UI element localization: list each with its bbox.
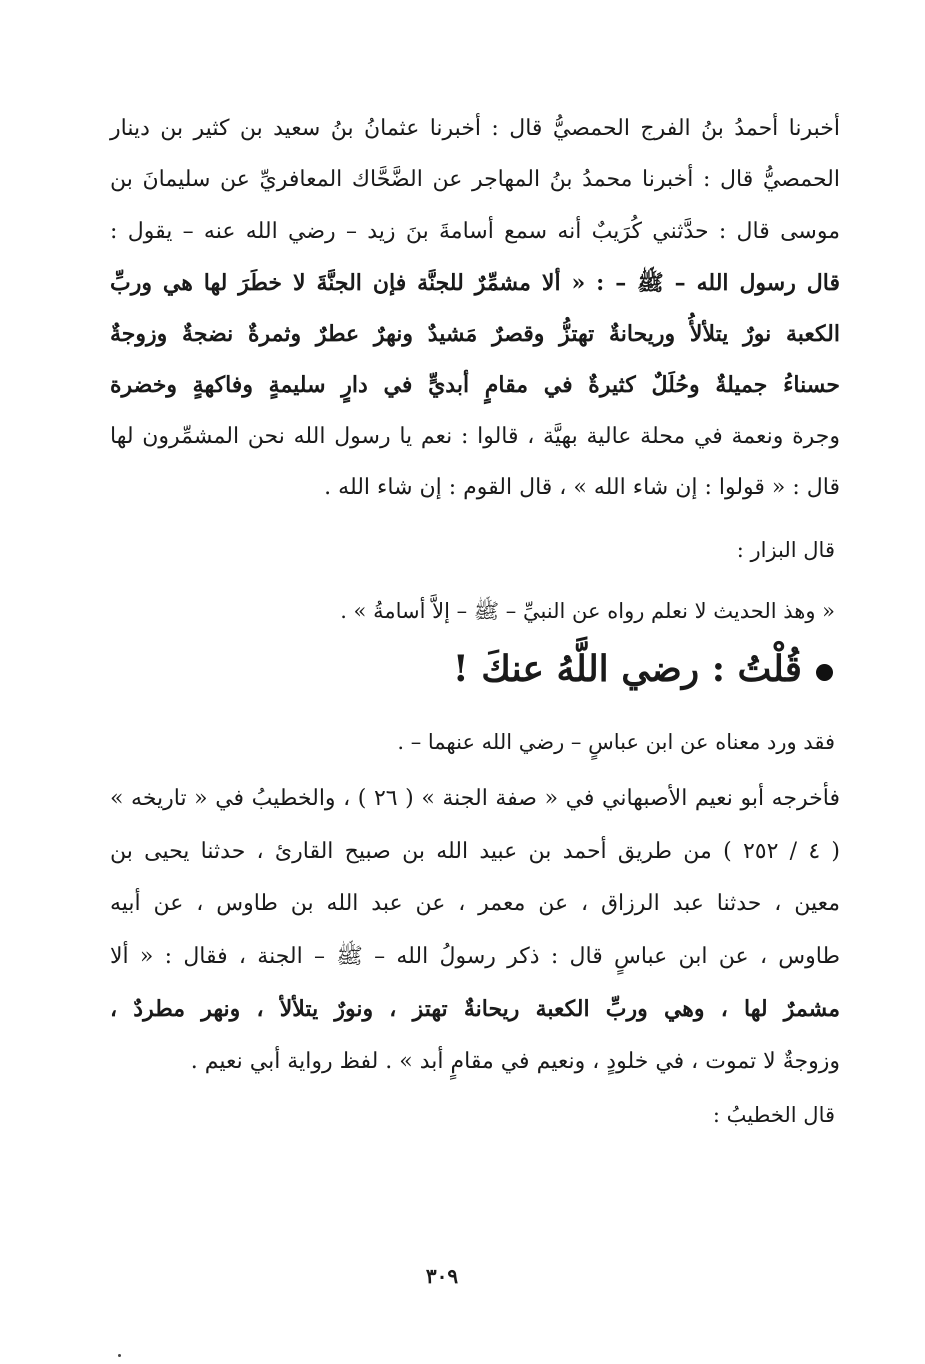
khatib-label: قال الخطيبُ : — [712, 1103, 835, 1127]
albazzar-quote: « وهذ الحديث لا نعلم رواه عن النبيِّ – ﷺ – إلاَّ أسامةُ » . — [340, 599, 835, 623]
text-line: قال : « قولوا : إن شاء الله » ، قال القوم : إن شاء الله . — [324, 475, 840, 501]
qult-heading-row — [453, 648, 833, 690]
bullet-icon — [816, 664, 833, 681]
text-line: الكعبة نورٌ يتلألأُ وريحانةٌ تهتزُّ وقصرٌ مَشيدٌ ونهرٌ عطرٌ وثمرةٌ نضجةٌ وزوجةٌ — [110, 321, 840, 348]
text-line: طاوس ، عن ابن عباسٍ قال : ذكر رسولُ الله – ﷺ – الجنة ، فقال : « ألا — [110, 943, 840, 969]
page-number: ٣٠٩ — [425, 1264, 459, 1288]
text-line: الحمصيُّ قال : أخبرنا محمدُ بنُ المهاجر عن الضَّحَّاك المعافريِّ عن سليمانَ بن — [110, 167, 840, 193]
text-line: وجرة ونعمة في محلة عالية بهيَّة ، قالوا : نعم يا رسول الله نحن المشمِّرون لها — [110, 423, 840, 449]
albazzar-label: قال البزار : — [736, 538, 835, 562]
text-line: وزوجةٌ لا تموت ، في خلودٍ ، ونعيم في مقامٍ أبد » . لفظ رواية أبي نعيم . — [190, 1048, 840, 1074]
text-line: حسناءُ جميلةٌ وحُلَلٌ كثيرةٌ في مقامٍ أبديٍّ في دارٍ سليمةٍ وفاكهةٍ وخضرة — [110, 372, 840, 399]
hadith-paragraph — [110, 118, 840, 528]
text-line: أخبرنا أحمدُ بنُ الفرج الحمصيُّ قال : أخبرنا عثمانُ بنُ سعيد بن كثير بن دينار — [110, 116, 840, 141]
text-line: ( ٤ / ٢٥٢ ) من طريق أحمد بن عبيد الله بن صبيح القارئ ، حدثنا يحيى بن — [110, 838, 840, 864]
text-line: مشمرٌ لها ، وهي وربِّ الكعبة ريحانةٌ تهتز ، ونورٌ يتلألأ ، ونهر مطردٌ ، — [110, 996, 840, 1022]
scan-speck — [118, 1354, 121, 1357]
ibn-abbas-line: فقد ورد معناه عن ابن عباسٍ – رضي الله عنهما – . — [397, 730, 835, 754]
text-line: معين ، حدثنا عبد الرزاق ، عن معمر ، عن عبد الله بن طاوس ، عن أبيه — [110, 891, 840, 916]
text-line: قال رسول الله – ﷺ – : « ألا مشمِّرٌ للجنَّة فإن الجنَّةَ لا خطَرَ لها هي وربِّ — [110, 269, 840, 296]
text-line: موسى قال : حدَّثني كُرَيبٌ أنه سمع أسامةَ بنَ زيد – رضي الله عنه – يقول : — [110, 218, 840, 244]
text-line: فأخرجه أبو نعيم الأصبهاني في « صفة الجنة » ( ٢٦ ) ، والخطيبُ في « تاريخه » — [110, 786, 840, 811]
takhrij-paragraph — [110, 788, 840, 1103]
qult-heading: قُلْتُ : رضي اللَّهُ عنكَ ! — [452, 648, 802, 690]
